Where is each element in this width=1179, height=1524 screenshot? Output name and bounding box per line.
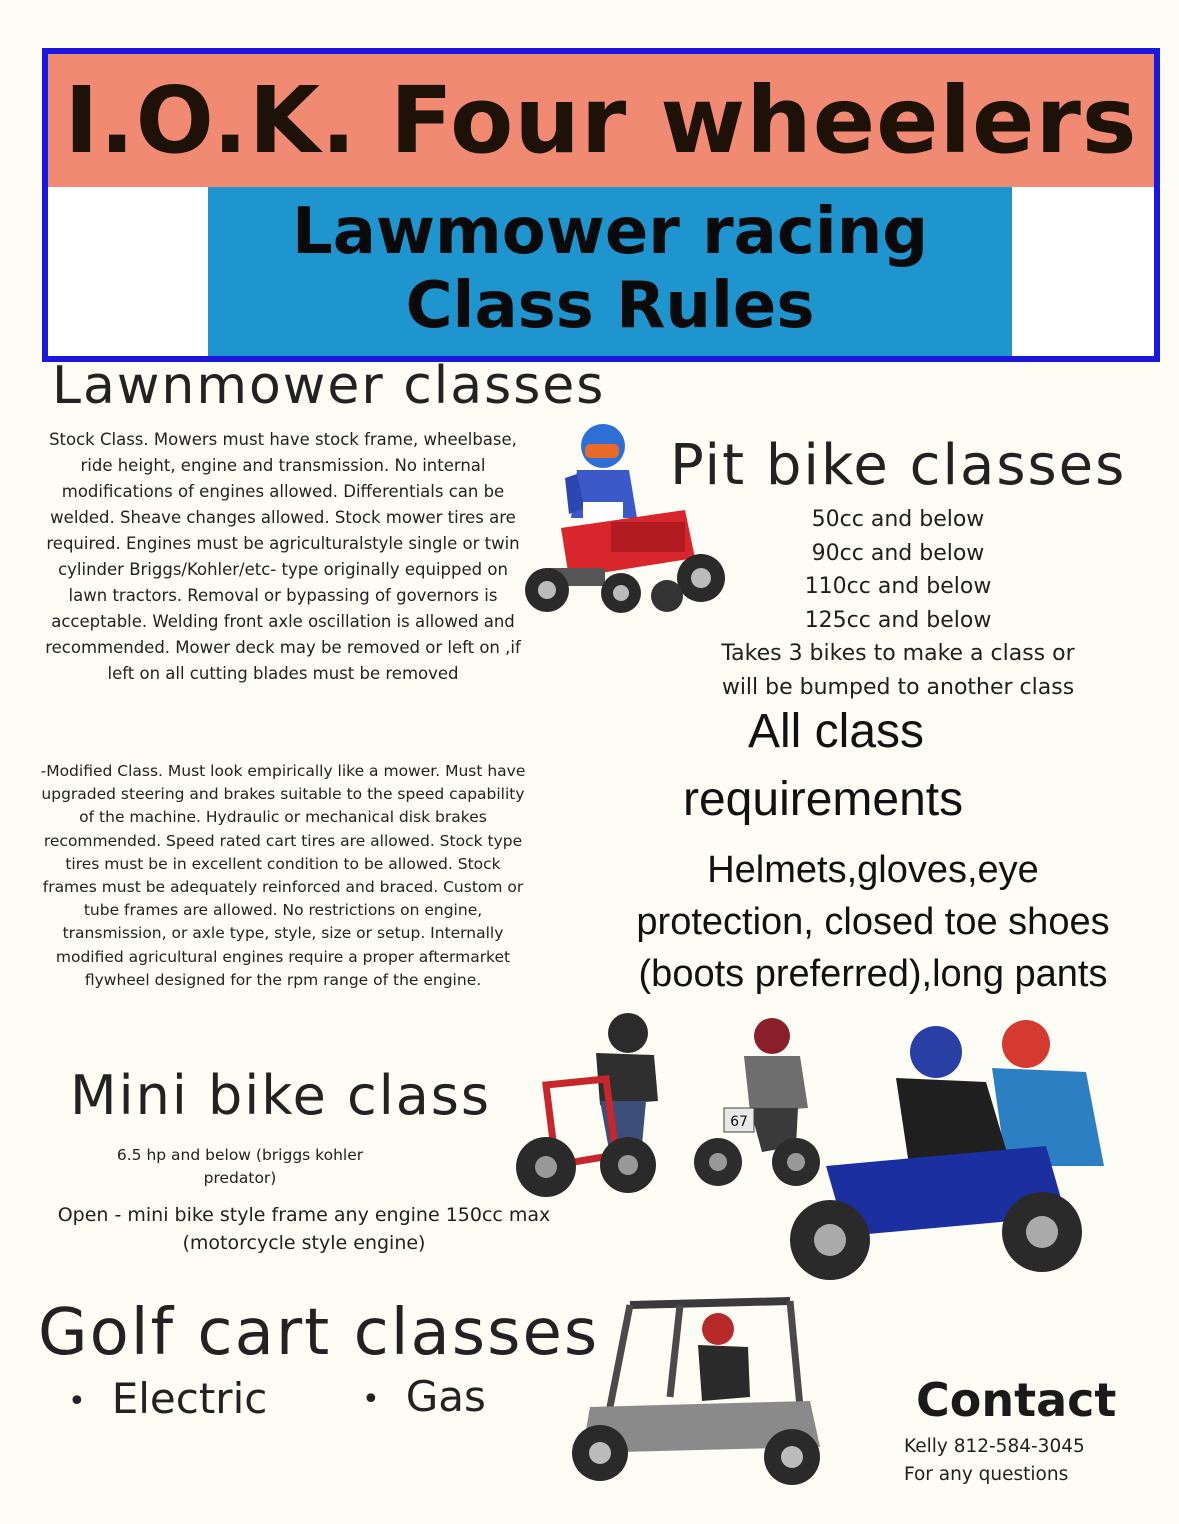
header-banner <box>42 48 1160 362</box>
requirements-heading-line-2: requirements <box>683 773 964 826</box>
requirements-heading-line-1: All class <box>748 705 925 758</box>
pit-bike-class-list <box>698 503 1098 704</box>
mini-bike-open-line-1: Open - mini bike style frame any engine 150cc max <box>57 1204 551 1226</box>
mini-bike-open-text <box>30 1201 578 1257</box>
mini-bike-open-line-2: (motorcycle style engine) <box>182 1232 426 1254</box>
requirements-text <box>606 844 1140 1000</box>
main-title: I.O.K. Four wheelers <box>64 67 1138 174</box>
subtitle-line-1: Lawmower racing <box>291 195 929 269</box>
pit-bike-class-item: 110cc and below <box>804 574 992 599</box>
stock-class-text: Stock Class. Mowers must have stock frame, wheelbase, ride height, engine and transmission. No internal modifications of engines allowed. Differentials can be welded. Sheave changes allowed. Stock mower tires are required. Engines must be agriculturalstyle single or twin cylinder Briggs/Kohler/etc- type originally equipped on lawn tractors. Removal or bypassing of governors is acceptable. Welding front axle oscillation is allowed and recommended. Mower deck may be removed or left on ,if left on all cutting blades must be removed <box>45 430 521 683</box>
modified-class-text: -Modified Class. Must look empirically like a mower. Must have upgraded steering and brakes suitable to the speed capability of the machine. Hydraulic or mechanical disk brakes recommended. Speed rated cart tires are allowed. Stock type tires must be in excellent condition to be allowed. Stock frames must be adequately reinforced and braced. Custom or tube frames are allowed. No restrictions on engine, transmission, or axle type, style, size or setup. Internally modified agricultural engines require a proper aftermarket flywheel designed for the rpm range of the engine. <box>40 762 526 989</box>
mini-bike-stock-text <box>90 1144 390 1190</box>
lawnmower-heading: Lawnmower classes <box>52 356 606 416</box>
subtitle-line-2: Class Rules <box>405 269 815 343</box>
title-strip <box>48 54 1154 187</box>
contact-details <box>904 1433 1085 1489</box>
requirements-line-3: (boots preferred),long pants <box>638 953 1108 995</box>
contact-phone: Kelly 812-584-3045 <box>904 1436 1085 1457</box>
mini-bike-line-2: predator) <box>203 1169 277 1187</box>
golf-cart-photo <box>570 1297 832 1487</box>
mini-bike-heading: Mini bike class <box>70 1064 492 1127</box>
pit-bike-class-item: 90cc and below <box>811 540 985 566</box>
pit-bike-class-item: 50cc and below <box>811 507 985 532</box>
golf-cart-heading: Golf cart classes <box>38 1296 600 1370</box>
subtitle-box <box>208 187 1012 356</box>
requirements-line-2: protection, closed toe shoes <box>636 901 1110 943</box>
contact-heading: Contact <box>916 1373 1117 1427</box>
bike-number-label: 67 <box>730 1114 748 1130</box>
pit-bike-note-line-1: Takes 3 bikes to make a class or <box>721 641 1075 666</box>
mini-bike-rider-photo-1 <box>516 1005 666 1201</box>
mini-bike-line-1: 6.5 hp and below (briggs kohler <box>116 1146 364 1164</box>
requirements-line-1: Helmets,gloves,eye <box>707 849 1039 891</box>
golf-cart-item-electric: • Electric <box>68 1374 267 1423</box>
pit-bike-note-line-2: will be bumped to another class <box>721 674 1075 700</box>
contact-note: For any questions <box>904 1464 1069 1485</box>
pit-bike-class-item: 125cc and below <box>804 607 992 633</box>
dirt-bike-riders-photo <box>786 1016 1106 1282</box>
pit-bike-heading: Pit bike classes <box>670 433 1127 498</box>
golf-cart-item-gas: • Gas <box>362 1372 486 1421</box>
